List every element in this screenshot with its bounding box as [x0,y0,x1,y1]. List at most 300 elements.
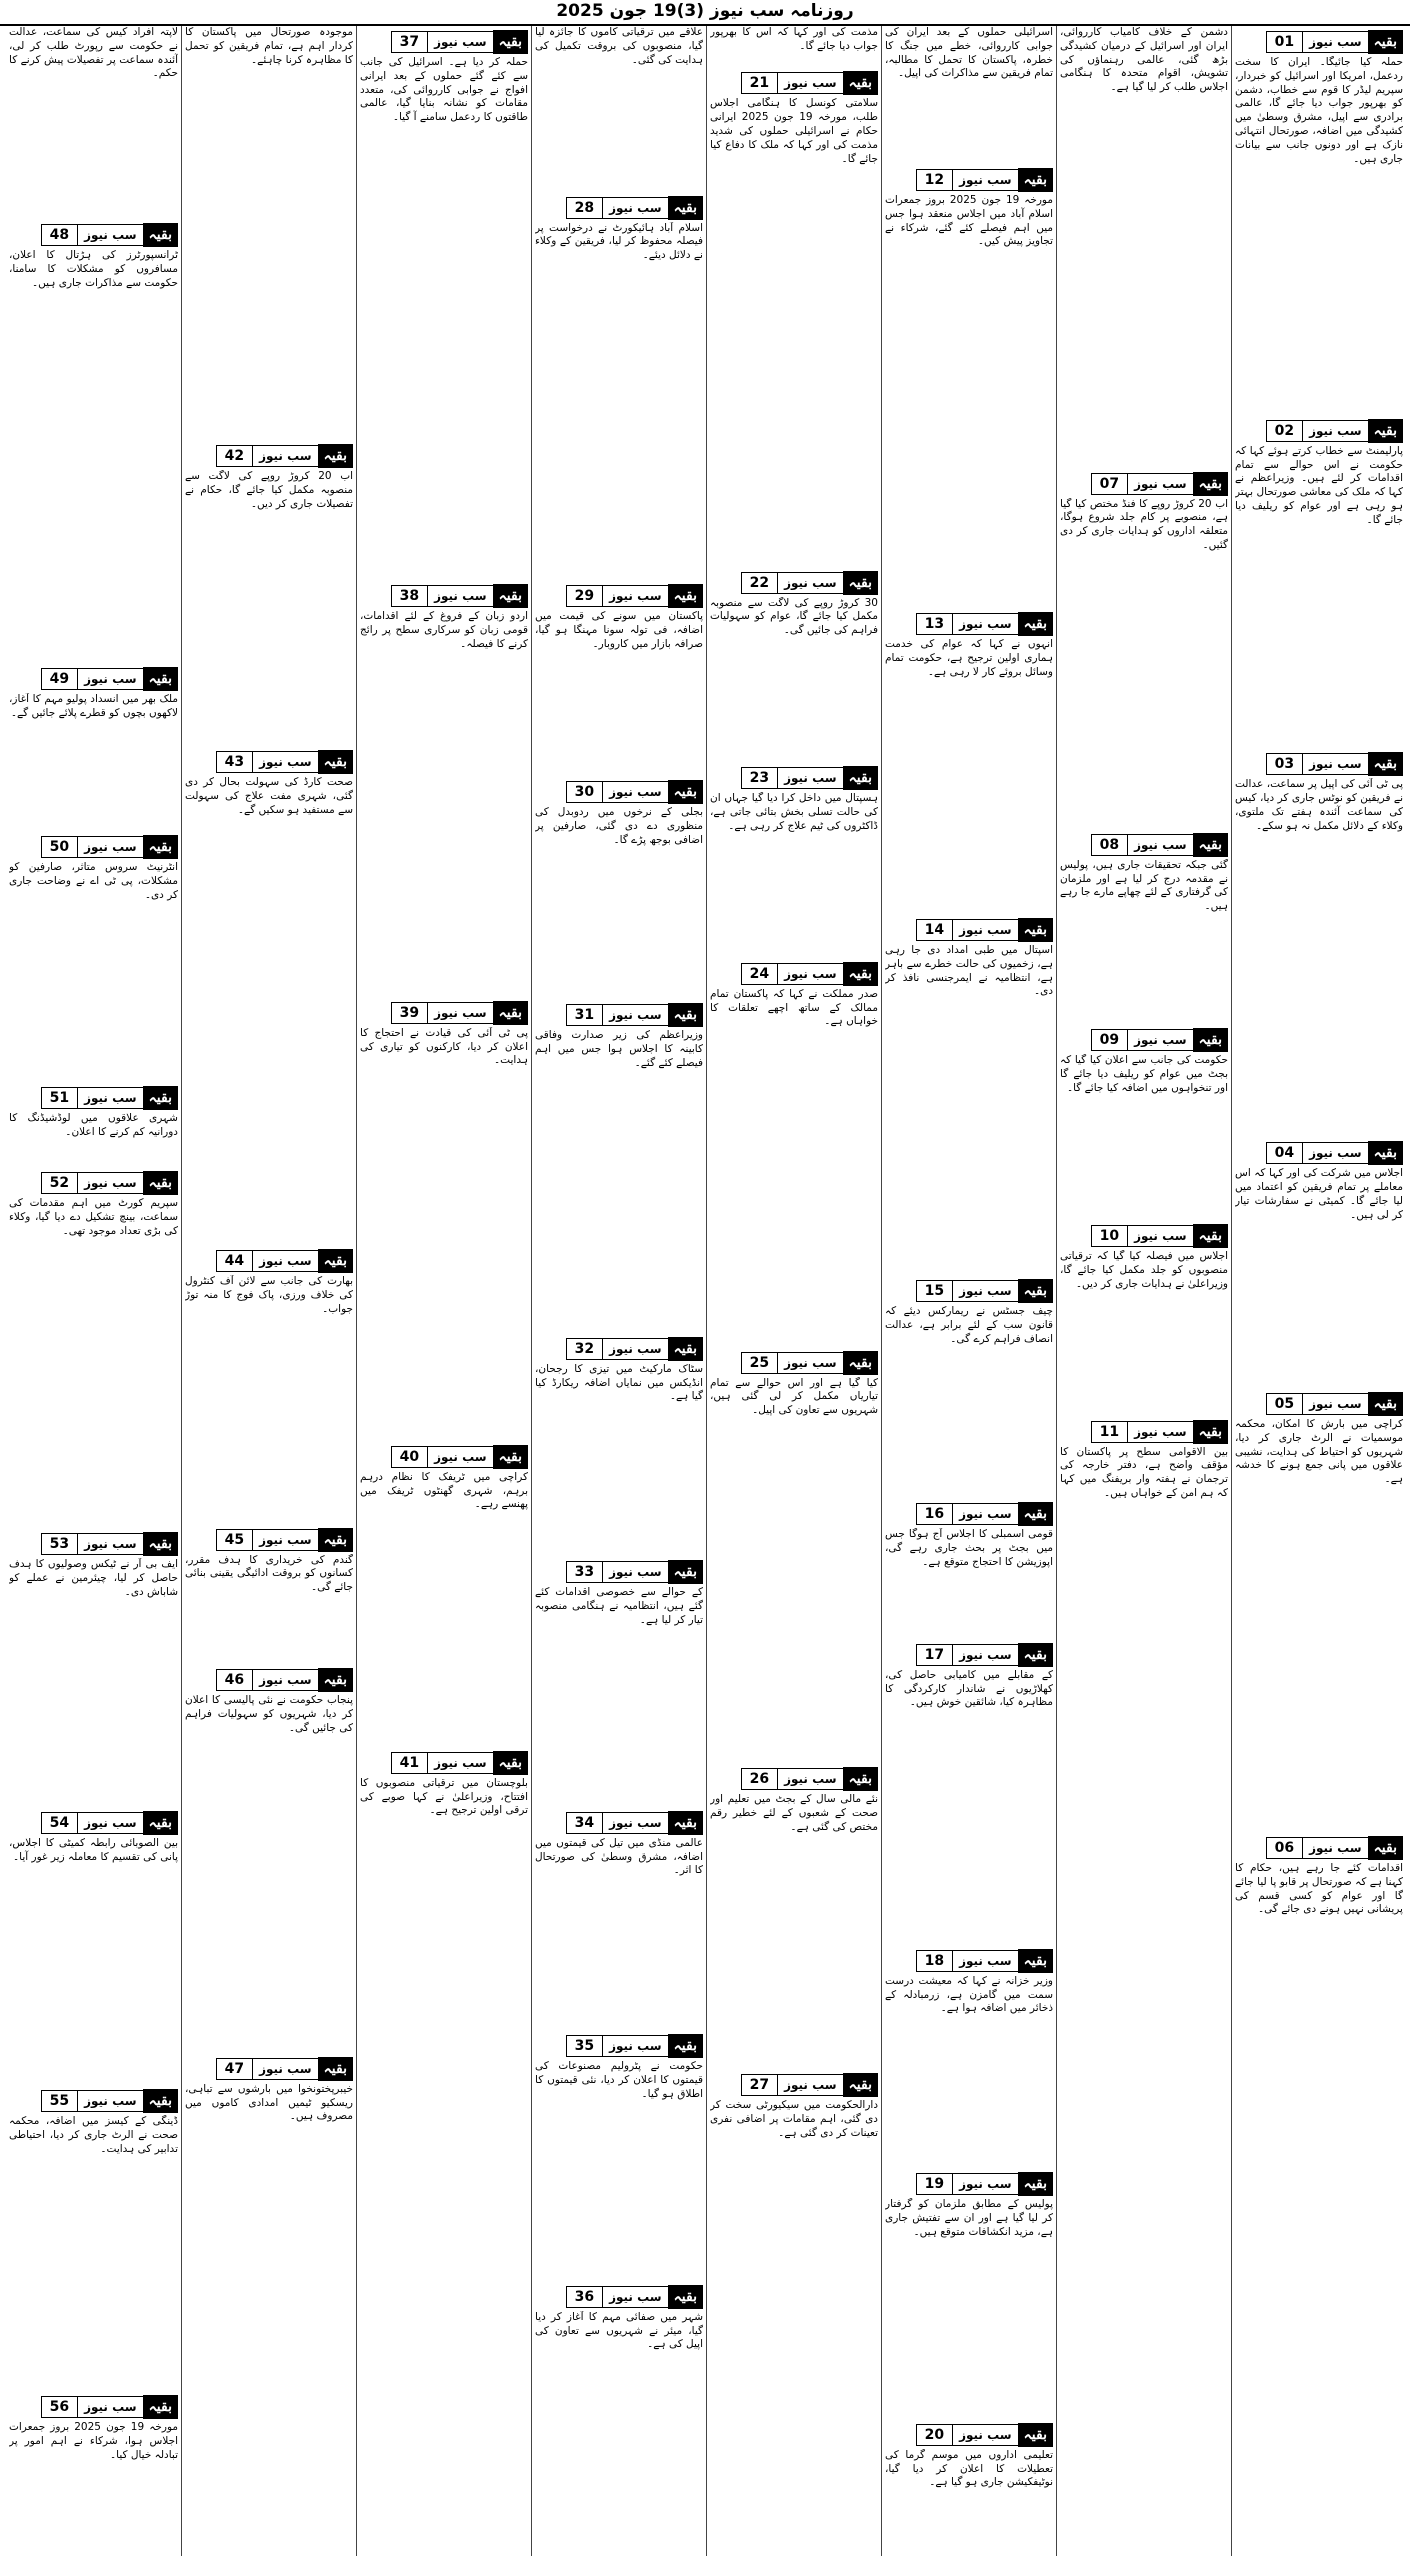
story-body: انہوں نے کہا کہ عوام کی خدمت ہماری اولین ترجیح ہے، حکومت تمام وسائل بروئے کار لا رہی ہے۔ [885,638,1053,678]
story-number: 32 [566,1338,602,1360]
subnews-label: سب نیوز [777,572,843,594]
story-number: 29 [566,585,602,607]
continuation-header [9,223,178,247]
story-number: 03 [1266,753,1302,775]
baqiya-logo: بقیہ [668,1560,703,1584]
continuation-story [882,1498,1056,1638]
continuation-header [1060,1420,1228,1444]
continuation-story [1057,26,1231,468]
story-number: 22 [741,572,777,594]
story-body: پارلیمنٹ سے خطاب کرتے ہوئے کہا کہ حکومت نے اس حوالے سے تمام اقدامات کر لئے ہیں۔ وزیراعظم نے کہا کہ ملک کی معاشی صورتحال بہتر ہو رہی ہے اور عوام کو ریلیف دیا جائے گا۔ [1235,444,1403,526]
continuation-header [535,584,703,608]
continuation-story [6,219,181,663]
story-number: 48 [41,224,77,246]
story-body: بھارت کی جانب سے لائن آف کنٹرول کی خلاف ورزی، پاک فوج کا منہ توڑ جواب۔ [185,1275,353,1315]
story-body: بلوچستان میں ترقیاتی منصوبوں کا افتتاح، وزیراعلیٰ نے کہا صوبے کی ترقی اولین ترجیح ہے۔ [360,1776,528,1817]
story-body: صدر مملکت نے کہا کہ پاکستان تمام ممالک کے ساتھ اچھے تعلقات کا خواہاں ہے۔ [710,987,878,1028]
continuation-story [6,663,181,831]
continuation-header [185,750,353,774]
story-body: وزیراعظم کی زیر صدارت وفاقی کابینہ کا اجلاس ہوا جس میں اہم فیصلے کئے گئے۔ [535,1029,703,1069]
continuation-story [182,2053,356,2221]
continuation-story [532,2030,706,2281]
baqiya-logo: بقیہ [843,2073,878,2097]
story-number: 43 [216,751,252,773]
subnews-label: سب نیوز [427,31,493,53]
baqiya-logo: بقیہ [1018,1502,1053,1526]
continuation-story [532,1556,706,1807]
continuation-header [1235,752,1403,776]
baqiya-logo: بقیہ [843,962,878,986]
story-number: 41 [391,1752,427,1774]
baqiya-logo: بقیہ [143,1532,178,1556]
continuation-story [1057,468,1231,829]
subnews-label: سب نیوز [252,1250,318,1272]
continuation-story [182,1245,356,1523]
story-body: اردو زبان کے فروغ کے لئے اقدامات، قومی زبان کو سرکاری سطح پر رائج کرنے کا فیصلہ۔ [360,610,528,650]
continuation-header [535,1337,703,1361]
subnews-label: سب نیوز [777,1352,843,1374]
baqiya-logo: بقیہ [318,444,353,468]
subnews-label: سب نیوز [602,197,668,219]
continuation-header [9,1532,178,1556]
story-body: بین الاقوامی سطح پر پاکستان کا مؤقف واضح ہے، دفتر خارجہ کی ترجمان نے ہفتہ وار بریفنگ میں کہا کہ ہم امن کے خواہاں ہیں۔ [1060,1445,1228,1499]
story-number: 50 [41,836,77,858]
continuation-header [1235,1836,1403,1860]
baqiya-logo: بقیہ [843,1767,878,1791]
story-number: 07 [1091,473,1127,495]
story-number: 02 [1266,420,1302,442]
story-body: نئے مالی سال کے بجٹ میں تعلیم اور صحت کے شعبوں کے لئے خطیر رقم مختص کی گئی ہے۔ [710,1792,878,1833]
story-body: شہر میں صفائی مہم کا آغاز کر دیا گیا، میئر نے شہریوں سے تعاون کی اپیل کی ہے۔ [535,2310,703,2351]
subnews-label: سب نیوز [952,2424,1018,2446]
continuation-header [1060,1028,1228,1052]
continuation-story [6,1167,181,1528]
story-body: دشمن کے خلاف کامیاب کارروائی، ایران اور اسرائیل کے درمیان کشیدگی بڑھ گئی، عالمی رہنماؤں کی تشویش، اقوام متحدہ کا ہنگامی اجلاس طلب کر لیا گیا ہے۔ [1060,26,1228,94]
story-number: 53 [41,1533,77,1555]
continuation-story [882,608,1056,914]
story-number: 54 [41,1812,77,1834]
subnews-label: سب نیوز [602,1812,668,1834]
continuation-header [9,1171,178,1195]
continuation-story [707,762,881,958]
subnews-label: سب نیوز [602,2035,668,2057]
continuation-header [710,766,878,790]
continuation-header [885,1279,1053,1303]
continuation-header [710,71,878,95]
baqiya-logo: بقیہ [1368,1836,1403,1860]
baqiya-logo: بقیہ [1018,2423,1053,2447]
continuation-header [1235,419,1403,443]
story-number: 36 [566,2286,602,2308]
subnews-label: سب نیوز [952,613,1018,635]
subnews-label: سب نیوز [427,1446,493,1468]
continuation-story [357,997,531,1441]
baqiya-logo: بقیہ [318,1668,353,1692]
story-body: موجودہ صورتحال میں پاکستان کا کردار اہم ہے، تمام فریقین کو تحمل کا مظاہرہ کرنا چاہئے۔ [185,26,353,66]
story-body: مذمت کی اور کہا کہ اس کا بھرپور جواب دیا جائے گا۔ [710,26,878,52]
story-body: کراچی میں بارش کا امکان، محکمہ موسمیات نے الرٹ جاری کر دیا، شہریوں کو احتیاط کی ہدایت، نشیبی علاقوں میں پانی جمع ہونے کا خدشہ ہے۔ [1235,1417,1403,1486]
continuation-story [882,914,1056,1275]
continuation-story [882,1275,1056,1498]
masthead-dateline: روزنامہ سب نیوز (3)19 جون 2025 [0,0,1410,26]
continuation-story [532,1333,706,1556]
continuation-header [885,612,1053,636]
continuation-header [360,584,528,608]
continuation-story [1232,1137,1406,1388]
story-body: اجلاس میں شرکت کی اور کہا کہ اس معاملے پر تمام فریقین کو اعتماد میں لیا جائے گا۔ کمیٹی نے سفارشات تیار کر لی ہیں۔ [1235,1167,1403,1221]
continuation-header [710,1767,878,1791]
continuation-story [6,1807,181,2085]
continuation-story [182,746,356,1245]
story-body: علاقے میں ترقیاتی کاموں کا جائزہ لیا گیا، منصوبوں کی بروقت تکمیل کی ہدایت کی گئی۔ [535,26,703,66]
continuation-story [532,580,706,776]
columns [4,26,1406,2556]
story-number: 20 [916,2424,952,2446]
story-number: 04 [1266,1142,1302,1164]
subnews-label: سب نیوز [952,919,1018,941]
story-body: گئی جبکہ تحقیقات جاری ہیں، پولیس نے مقدمہ درج کر لیا ہے اور ملزمان کی گرفتاری کے لئے چھاپے مارے جا رہے ہیں۔ [1060,858,1228,913]
story-number: 38 [391,585,427,607]
subnews-label: سب نیوز [777,1768,843,1790]
story-body: اسرائیلی حملوں کے بعد ایران کی جوابی کارروائی، خطے میں جنگ کا خطرہ، پاکستان کا تحمل کا مطالبہ، تمام فریقین سے مذاکرات کی اپیل۔ [885,26,1053,80]
story-number: 26 [741,1768,777,1790]
story-number: 28 [566,197,602,219]
continuation-header [710,571,878,595]
baqiya-logo: بقیہ [1368,1141,1403,1165]
continuation-header [885,168,1053,192]
continuation-header [9,1086,178,1110]
continuation-story [1232,1388,1406,1832]
subnews-label: سب نیوز [1127,834,1193,856]
continuation-story [6,1082,181,1167]
subnews-label: سب نیوز [77,836,143,858]
baqiya-logo: بقیہ [843,71,878,95]
baqiya-logo: بقیہ [143,1086,178,1110]
story-body: اجلاس میں فیصلہ کیا گیا کہ ترقیاتی منصوبوں کو جلد مکمل کیا جائے گا، وزیراعلیٰ نے ہدایات جاری کر دیں۔ [1060,1249,1228,1290]
story-body: پی ٹی آئی کی اپیل پر سماعت، عدالت نے فریقین کو نوٹس جاری کر دیا، کیس کی سماعت آئندہ ہفتے تک ملتوی، وکلاء کے دلائل مکمل نہ ہو سکے۔ [1235,778,1403,832]
subnews-label: سب نیوز [777,963,843,985]
continuation-header [185,1528,353,1552]
subnews-label: سب نیوز [602,1561,668,1583]
baqiya-logo: بقیہ [143,1811,178,1835]
baqiya-logo: بقیہ [1018,2172,1053,2196]
continuation-story [6,831,181,1082]
subnews-label: سب نیوز [252,1529,318,1551]
continuation-header [885,2423,1053,2447]
subnews-label: سب نیوز [252,1669,318,1691]
continuation-story [6,26,181,219]
subnews-label: سب نیوز [602,1004,668,1026]
story-body: ہسپتال میں داخل کرا دیا گیا جہاں ان کی حالت تسلی بخش بتائی جاتی ہے، ڈاکٹروں کی ٹیم علاج کر رہی ہے۔ [710,792,878,832]
story-body: دارالحکومت میں سیکیورٹی سخت کر دی گئی، اہم مقامات پر اضافی نفری تعینات کر دی گئی ہے۔ [710,2098,878,2139]
baqiya-logo: بقیہ [1368,752,1403,776]
subnews-label: سب نیوز [77,1812,143,1834]
continuation-story [182,26,356,440]
continuation-header [9,667,178,691]
continuation-header [710,2073,878,2097]
column-2 [1056,26,1231,2556]
story-number: 52 [41,1172,77,1194]
story-body: شہری علاقوں میں لوڈشیڈنگ کا دورانیہ کم کرنے کا اعلان۔ [9,1111,178,1138]
subnews-label: سب نیوز [77,224,143,246]
subnews-label: سب نیوز [77,1533,143,1555]
subnews-label: سب نیوز [952,169,1018,191]
continuation-story [1232,415,1406,749]
continuation-story [6,1528,181,1806]
column-4 [706,26,881,2556]
story-number: 56 [41,2396,77,2418]
story-number: 37 [391,31,427,53]
continuation-header [360,1751,528,1775]
story-number: 15 [916,1280,952,1302]
baqiya-logo: بقیہ [668,1811,703,1835]
baqiya-logo: بقیہ [843,766,878,790]
baqiya-logo: بقیہ [318,750,353,774]
column-7 [181,26,356,2556]
story-body: صحت کارڈ کی سہولت بحال کر دی گئی، شہری مفت علاج کی سہولت سے مستفید ہو سکیں گے۔ [185,776,353,816]
story-body: اسلام آباد ہائیکورٹ نے درخواست پر فیصلہ محفوظ کر لیا، فریقین کے وکلاء نے دلائل دیئے۔ [535,221,703,262]
story-number: 13 [916,613,952,635]
story-body: تعلیمی اداروں میں موسم گرما کی تعطیلات کا اعلان کر دیا گیا، نوٹیفکیشن جاری ہو گیا ہے۔ [885,2448,1053,2489]
baqiya-logo: بقیہ [1018,1279,1053,1303]
baqiya-logo: بقیہ [668,196,703,220]
continuation-story [882,1639,1056,1945]
story-number: 39 [391,1002,427,1024]
baqiya-logo: بقیہ [493,1001,528,1025]
subnews-label: سب نیوز [952,1280,1018,1302]
continuation-header [1060,1224,1228,1248]
story-number: 05 [1266,1393,1302,1415]
story-number: 10 [1091,1225,1127,1247]
story-number: 06 [1266,1837,1302,1859]
story-number: 24 [741,963,777,985]
story-number: 42 [216,445,252,467]
continuation-header [1235,1141,1403,1165]
continuation-story [182,440,356,746]
story-body: ملک بھر میں انسداد پولیو مہم کا آغاز، لاکھوں بچوں کو قطرے پلائے جائیں گے۔ [9,693,178,719]
continuation-header [535,2034,703,2058]
continuation-story [707,2069,881,2375]
story-number: 01 [1266,31,1302,53]
story-body: حکومت نے پٹرولیم مصنوعات کی قیمتوں کا اعلان کر دیا، نئی قیمتوں کا اطلاق ہو گیا۔ [535,2059,703,2100]
story-body: حملہ کیا جائیگا۔ ایران کا سخت ردعمل، امریکا اور اسرائیل کو خبردار، سپریم لیڈر کا قوم سے خطاب، دشمن کو بھرپور جواب دیا جائے گا، عالمی برادری سے اپیل، مشرق وسطیٰ میں کشیدگی میں اضافہ، صورتحال انتہائی نازک ہے اور دونوں جانب سے بیانات جاری ہیں۔ [1235,56,1403,165]
continuation-story [1232,1832,1406,2055]
story-number: 31 [566,1004,602,1026]
continuation-header [885,1643,1053,1667]
story-number: 33 [566,1561,602,1583]
story-body: کیا گیا ہے اور اس حوالے سے تمام تیاریاں مکمل کر لی گئی ہیں، شہریوں سے تعاون کی اپیل۔ [710,1376,878,1417]
continuation-header [535,196,703,220]
story-body: لاپتہ افراد کیس کی سماعت، عدالت نے حکومت سے رپورٹ طلب کر لی، آئندہ سماعت پر تفصیلات پیش کرنے کا حکم۔ [9,26,178,80]
subnews-label: سب نیوز [1302,753,1368,775]
continuation-story [1232,748,1406,1137]
baqiya-logo: بقیہ [668,780,703,804]
continuation-header [9,835,178,859]
story-body: سٹاک مارکیٹ میں تیزی کا رجحان، انڈیکس میں نمایاں اضافہ ریکارڈ کیا گیا ہے۔ [535,1362,703,1403]
baqiya-logo: بقیہ [668,2034,703,2058]
story-body: چیف جسٹس نے ریمارکس دیئے کہ قانون سب کے لئے برابر ہے، عدالت انصاف فراہم کرے گی۔ [885,1305,1053,1345]
subnews-label: سب نیوز [602,781,668,803]
story-body: عالمی منڈی میں تیل کی قیمتوں میں اضافہ، مشرق وسطیٰ کی صورتحال کا اثر۔ [535,1836,703,1877]
subnews-label: سب نیوز [427,585,493,607]
continuation-header [185,1668,353,1692]
baqiya-logo: بقیہ [143,223,178,247]
subnews-label: سب نیوز [777,767,843,789]
story-number: 40 [391,1446,427,1468]
continuation-story [1232,26,1406,415]
baqiya-logo: بقیہ [1193,1224,1228,1248]
continuation-story [1057,1416,1231,1694]
continuation-story [357,580,531,996]
story-body: اسپتال میں طبی امداد دی جا رہی ہے، زخمیوں کی حالت خطرے سے باہر ہے، انتظامیہ نے ایمرجنسی نافذ کر دی۔ [885,944,1053,998]
subnews-label: سب نیوز [252,445,318,467]
story-body: پاکستان میں سونے کی قیمت میں اضافہ، فی تولہ سونا مہنگا ہو گیا، صرافہ بازار میں کاروبار۔ [535,610,703,650]
continuation-header [9,1811,178,1835]
continuation-header [1060,833,1228,857]
continuation-header [710,1351,878,1375]
story-number: 17 [916,1644,952,1666]
story-number: 09 [1091,1029,1127,1051]
continuation-story [707,67,881,566]
continuation-story [707,1763,881,2069]
continuation-story [357,1747,531,2191]
column-5 [531,26,706,2556]
story-body: پنجاب حکومت نے نئی پالیسی کا اعلان کر دیا، شہریوں کو سہولیات فراہم کی جائیں گی۔ [185,1693,353,1734]
baqiya-logo: بقیہ [1193,472,1228,496]
baqiya-logo: بقیہ [1018,612,1053,636]
subnews-label: سب نیوز [602,585,668,607]
subnews-label: سب نیوز [77,1172,143,1194]
story-body: حملہ کر دیا ہے۔ اسرائیل کی جانب سے کئے گئے حملوں کے بعد ایرانی افواج نے جوابی کارروائی کی، متعدد مقامات کو نشانہ بنایا گیا، عالمی طاقتوں کا ردعمل سامنے آ گیا۔ [360,56,528,124]
continuation-story [882,26,1056,164]
story-body: وزیر خزانہ نے کہا کہ معیشت درست سمت میں گامزن ہے، زرمبادلہ کے ذخائر میں اضافہ ہوا ہے۔ [885,1974,1053,2015]
continuation-header [1060,472,1228,496]
subnews-label: سب نیوز [1302,1837,1368,1859]
continuation-header [885,1949,1053,1973]
continuation-header [360,1001,528,1025]
subnews-label: سب نیوز [252,751,318,773]
continuation-story [6,2391,181,2556]
subnews-label: سب نیوز [77,2396,143,2418]
continuation-story [182,1524,356,1664]
continuation-header [885,1502,1053,1526]
baqiya-logo: بقیہ [143,2395,178,2419]
baqiya-logo: بقیہ [493,1751,528,1775]
story-number: 27 [741,2074,777,2096]
story-number: 19 [916,2173,952,2195]
continuation-header [885,918,1053,942]
continuation-header [535,1560,703,1584]
baqiya-logo: بقیہ [493,30,528,54]
baqiya-logo: بقیہ [1368,419,1403,443]
continuation-story [882,2419,1056,2556]
baqiya-logo: بقیہ [1018,1643,1053,1667]
story-body: پولیس کے مطابق ملزمان کو گرفتار کر لیا گیا ہے اور ان سے تفتیش جاری ہے، مزید انکشافات متوقع ہیں۔ [885,2197,1053,2238]
baqiya-logo: بقیہ [668,584,703,608]
baqiya-logo: بقیہ [143,667,178,691]
story-number: 46 [216,1669,252,1691]
subnews-label: سب نیوز [1302,31,1368,53]
subnews-label: سب نیوز [77,668,143,690]
column-6 [356,26,531,2556]
baqiya-logo: بقیہ [1018,1949,1053,1973]
continuation-story [532,999,706,1333]
story-body: 30 کروڑ روپے کی لاگت سے منصوبہ مکمل کیا جائے گا، عوام کو سہولیات فراہم کی جائیں گی۔ [710,596,878,637]
story-number: 49 [41,668,77,690]
story-number: 25 [741,1352,777,1374]
story-number: 30 [566,781,602,803]
continuation-story [532,26,706,192]
subnews-label: سب نیوز [252,2058,318,2080]
story-body: پی ٹی آئی کی قیادت نے احتجاج کا اعلان کر دیا، کارکنوں کو تیاری کی ہدایت۔ [360,1026,528,1067]
story-body: ایف بی آر نے ٹیکس وصولیوں کا ہدف حاصل کر لیا، چیئرمین نے عملے کو شاباش دی۔ [9,1558,178,1598]
story-body: مورخہ 19 جون 2025 بروز جمعرات اسلام آباد میں اجلاس منعقد ہوا جس میں اہم فیصلے کئے گئے، شرکاء نے تجاویز پیش کیں۔ [885,194,1053,248]
subnews-label: سب نیوز [1302,420,1368,442]
continuation-header [9,2395,178,2419]
baqiya-logo: بقیہ [143,1171,178,1195]
story-number: 35 [566,2035,602,2057]
continuation-header [535,780,703,804]
column-1 [1231,26,1406,2556]
story-body: ڈینگی کے کیسز میں اضافہ، محکمہ صحت نے الرٹ جاری کر دیا، احتیاطی تدابیر کی ہدایت۔ [9,2115,178,2155]
subnews-label: سب نیوز [777,72,843,94]
story-number: 55 [41,2090,77,2112]
story-body: قومی اسمبلی کا اجلاس آج ہوگا جس میں بجٹ پر بحث جاری رہے گی، اپوزیشن کا احتجاج متوقع ہے۔ [885,1528,1053,1568]
continuation-header [185,2057,353,2081]
continuation-header [9,2089,178,2113]
story-number: 45 [216,1529,252,1551]
story-number: 16 [916,1503,952,1525]
baqiya-logo: بقیہ [1368,1392,1403,1416]
continuation-header [185,1249,353,1273]
story-number: 47 [216,2058,252,2080]
continuation-header [360,30,528,54]
story-body: مورخہ 19 جون 2025 بروز جمعرات اجلاس ہوا، شرکاء نے اہم امور پر تبادلہ خیال کیا۔ [9,2421,178,2461]
continuation-story [882,164,1056,608]
continuation-story [1057,1220,1231,1416]
baqiya-logo: بقیہ [843,1351,878,1375]
subnews-label: سب نیوز [427,1002,493,1024]
continuation-story [532,192,706,581]
subnews-label: سب نیوز [777,2074,843,2096]
story-body: انٹرنیٹ سروس متاثر، صارفین کو مشکلات، پی ٹی اے نے وضاحت جاری کر دی۔ [9,861,178,901]
story-number: 23 [741,767,777,789]
story-number: 12 [916,169,952,191]
continuation-header [535,1811,703,1835]
story-number: 08 [1091,834,1127,856]
story-body: اب 20 کروڑ روپے کی لاگت سے منصوبہ مکمل کیا جائے گا، حکام نے تفصیلات جاری کر دیں۔ [185,470,353,510]
story-body: سلامتی کونسل کا ہنگامی اجلاس طلب، مورخہ 19 جون 2025 ایرانی حکام نے اسرائیلی حملوں کی شدید مذمت کی اور کہا کہ ملک کا دفاع کیا جائے گا۔ [710,97,878,165]
continuation-story [6,2085,181,2391]
story-body: گندم کی خریداری کا ہدف مقرر، کسانوں کو بروقت ادائیگی یقینی بنائی جائے گی۔ [185,1553,353,1594]
story-body: اقدامات کئے جا رہے ہیں، حکام کا کہنا ہے کہ صورتحال پر قابو پا لیا جائے گا اور عوام کو کسی قسم کی پریشانی نہیں ہونے دی جائے گی۔ [1235,1861,1403,1916]
baqiya-logo: بقیہ [1193,1028,1228,1052]
story-number: 18 [916,1950,952,1972]
continuation-story [357,26,531,580]
baqiya-logo: بقیہ [318,1249,353,1273]
continuation-story [532,2281,706,2504]
subnews-label: سب نیوز [952,1644,1018,1666]
baqiya-logo: بقیہ [1193,1420,1228,1444]
baqiya-logo: بقیہ [1018,918,1053,942]
subnews-label: سب نیوز [1127,1029,1193,1051]
baqiya-logo: بقیہ [668,1337,703,1361]
subnews-label: سب نیوز [1127,1421,1193,1443]
baqiya-logo: بقیہ [1018,168,1053,192]
continuation-story [532,776,706,999]
story-body: بجلی کے نرخوں میں ردوبدل کی منظوری دے دی گئی، صارفین پر اضافی بوجھ پڑے گا۔ [535,805,703,846]
baqiya-logo: بقیہ [493,584,528,608]
